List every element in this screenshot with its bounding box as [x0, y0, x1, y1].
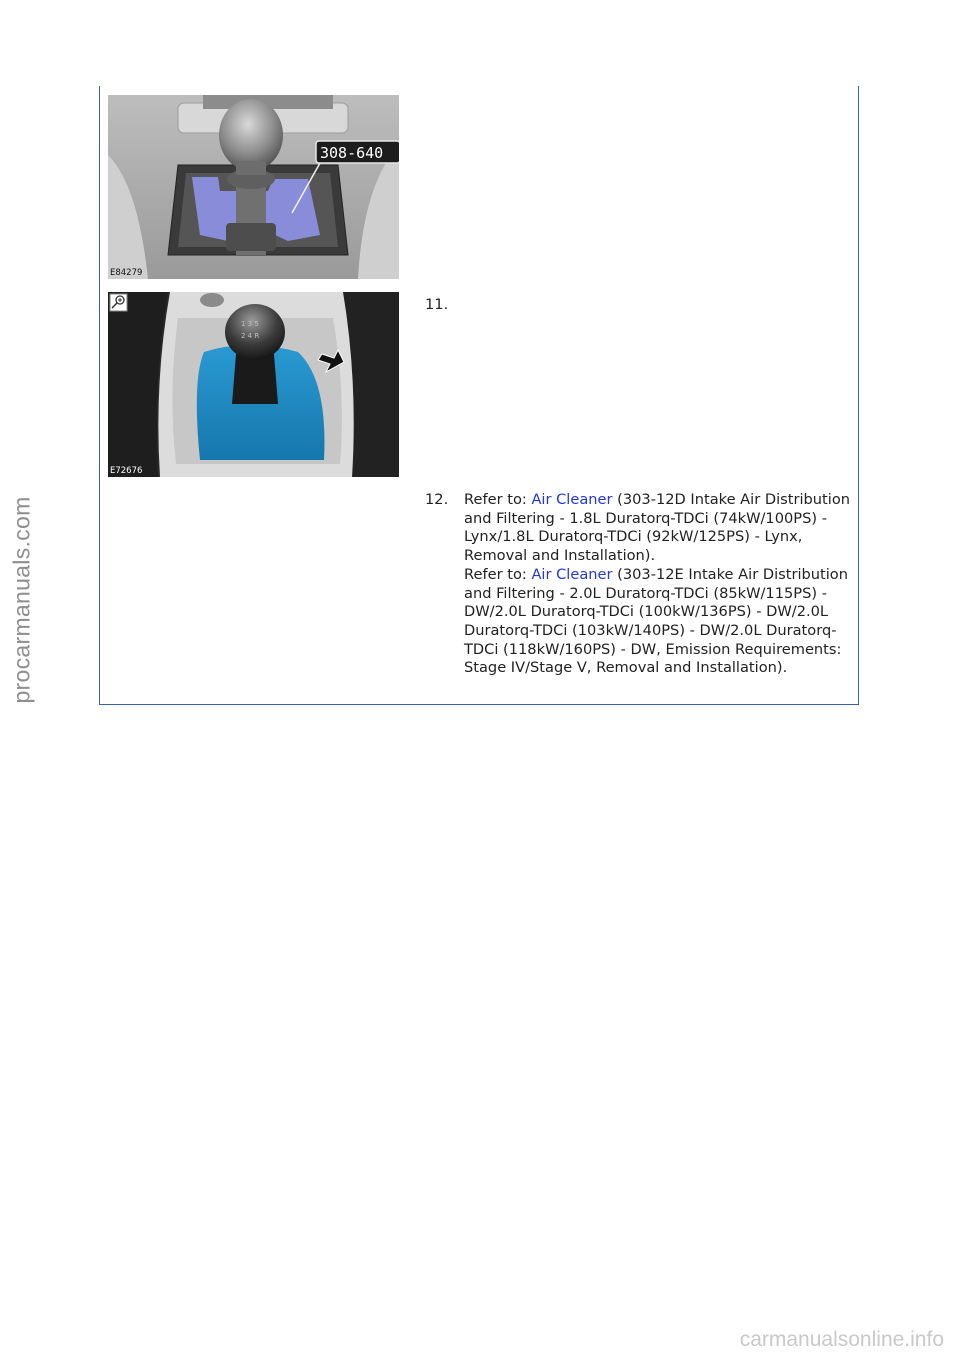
figure-shifter-tool	[108, 95, 399, 279]
link-air-cleaner-2[interactable]: Air Cleaner	[531, 565, 613, 583]
step-12-ref-2: Refer to: Air Cleaner (303-12E Intake Air Distribution and Filtering - 2.0L Duratorq-TDCi (85kW/115PS) - DW/2.0L Duratorq-TDCi (100kW/136PS) - DW/2.0L Duratorq-TDCi (103kW/140PS) - DW/2.0L Duratorq-TDCi (118kW/160PS) - DW, Emission Requirements: Stage IV/Stage V, Removal and Installation).	[464, 565, 848, 677]
procedure-frame	[99, 86, 859, 705]
figure-id-label: E72676	[110, 466, 143, 476]
figure-id-label: E84279	[110, 268, 143, 278]
svg-text:1 3 5: 1 3 5	[241, 320, 259, 328]
step-12-text	[464, 491, 856, 678]
step-11-number: 11.	[425, 296, 449, 313]
figure-shifter-tool-illustration	[108, 95, 399, 279]
link-air-cleaner-1[interactable]: Air Cleaner	[531, 491, 613, 508]
figure-shifter-boot-illustration	[108, 292, 399, 477]
zoom-button[interactable]	[110, 294, 127, 311]
figure-shifter-boot	[108, 292, 399, 477]
watermark-bottom: carmanualsonline.info	[739, 1328, 944, 1351]
tool-callout-label: 308-640	[320, 144, 384, 162]
watermark-left-text: procarmanuals.com	[8, 496, 35, 704]
step-12-ref-1: Refer to: Air Cleaner (303-12D Intake Air Distribution and Filtering - 1.8L Duratorq-TDCi (74kW/100PS) - Lynx/1.8L Duratorq-TDCi (92kW/125PS) - Lynx, Removal and Installation).	[464, 491, 850, 565]
step-12-number: 12.	[425, 491, 449, 508]
watermark-left	[2, 420, 42, 780]
svg-text:2 4 R: 2 4 R	[241, 332, 260, 340]
